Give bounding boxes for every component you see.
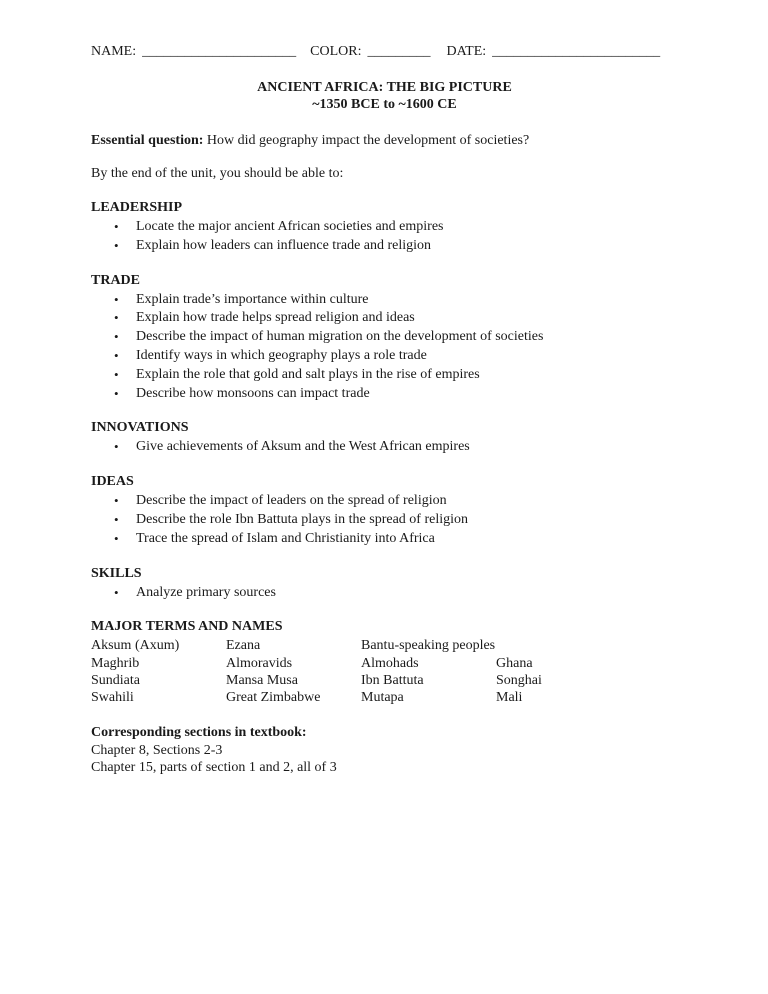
term-cell: Ghana — [496, 655, 533, 671]
term-cell: Ezana — [226, 638, 261, 654]
bullet-icon: • — [114, 530, 119, 546]
list-item — [91, 347, 691, 366]
bullet-icon: • — [114, 584, 119, 600]
textbook-title: Corresponding sections in textbook: — [91, 725, 307, 741]
list-item-text: Locate the major ancient African societies and empires — [136, 219, 444, 234]
list-item — [91, 385, 691, 404]
section-ideas — [91, 473, 691, 548]
section-title: TRADE — [91, 272, 141, 288]
term-cell: Mali — [496, 689, 523, 705]
list-item — [91, 309, 691, 328]
section-trade — [91, 272, 691, 404]
list-item — [91, 237, 691, 256]
list-item — [91, 366, 691, 385]
term-cell: Mutapa — [361, 689, 404, 705]
objective-sections — [91, 199, 691, 602]
color-label: COLOR: — [310, 44, 362, 59]
bullet-icon: • — [114, 237, 119, 253]
term-cell: Mansa Musa — [226, 672, 298, 688]
list-item-text: Trace the spread of Islam and Christianity into Africa — [136, 530, 435, 546]
list-item — [91, 584, 691, 603]
bullet-list — [91, 584, 691, 603]
section-innovations — [91, 419, 691, 457]
list-item — [91, 492, 691, 511]
list-item — [91, 530, 691, 549]
color-blank: _________ — [367, 44, 431, 59]
essential-question-text: How did geography impact the development of societies? — [206, 133, 530, 148]
bullet-icon: • — [114, 511, 119, 527]
terms-title: MAJOR TERMS AND NAMES — [91, 619, 283, 635]
list-item-text: Explain trade’s importance within culture — [136, 291, 369, 307]
list-item — [91, 291, 691, 310]
list-item-text: Describe the role Ibn Battuta plays in the spread of religion — [136, 511, 469, 527]
term-cell: Great Zimbabwe — [226, 689, 321, 705]
term-cell: Aksum (Axum) — [91, 638, 180, 654]
section-title: IDEAS — [91, 474, 134, 490]
section-skills — [91, 565, 691, 603]
list-item-text: Explain how trade helps spread religion and ideas — [136, 310, 415, 326]
bullet-icon: • — [114, 385, 119, 401]
bullet-icon: • — [114, 366, 119, 382]
textbook-sections — [91, 724, 691, 777]
bullet-list — [91, 438, 691, 457]
list-item-text: Explain how leaders can influence trade and religion — [136, 237, 432, 253]
textbook-lines — [91, 742, 691, 777]
textbook-line: Chapter 8, Sections 2-3 — [91, 742, 223, 758]
worksheet-page — [91, 44, 691, 777]
name-label: NAME: — [91, 44, 137, 59]
bullet-list — [91, 291, 691, 404]
term-cell: Ibn Battuta — [361, 672, 424, 688]
list-item-text: Analyze primary sources — [136, 584, 276, 600]
list-item-text: Give achievements of Aksum and the West African empires — [136, 439, 470, 455]
term-cell: Sundiata — [91, 672, 140, 688]
list-item — [91, 218, 691, 237]
term-cell: Almohads — [361, 655, 419, 671]
list-item-text: Describe the impact of human migration on the development of societies — [136, 329, 544, 345]
terms-section — [91, 618, 691, 706]
term-cell: Swahili — [91, 689, 134, 705]
term-cell: Maghrib — [91, 655, 140, 671]
bullet-icon: • — [114, 291, 119, 307]
list-item-text: Identify ways in which geography plays a role trade — [136, 347, 427, 363]
bullet-icon: • — [114, 329, 119, 345]
section-title: INNOVATIONS — [91, 420, 189, 436]
term-cell: Almoravids — [226, 655, 293, 671]
bullet-icon: • — [114, 493, 119, 509]
terms-grid — [91, 637, 691, 706]
term-cell: Bantu-speaking peoples — [361, 638, 496, 654]
list-item — [91, 511, 691, 530]
bullet-icon: • — [114, 310, 119, 326]
essential-question-label: Essential question: — [91, 133, 204, 148]
page-title — [91, 79, 678, 113]
list-item-text: Explain the role that gold and salt plays in the rise of empires — [136, 366, 480, 382]
title-line-2: ~1350 BCE to ~1600 CE — [312, 97, 457, 112]
student-info-line — [91, 44, 691, 64]
list-item-text: Describe the impact of leaders on the spread of religion — [136, 493, 447, 509]
bullet-list — [91, 218, 691, 256]
name-blank: ______________________ — [142, 44, 297, 59]
unit-intro: By the end of the unit, you should be able to: — [91, 166, 344, 181]
bullet-icon: • — [114, 439, 119, 455]
list-item — [91, 438, 691, 457]
date-blank: ________________________ — [492, 44, 661, 59]
title-line-1: ANCIENT AFRICA: THE BIG PICTURE — [257, 80, 512, 95]
section-title: SKILLS — [91, 565, 142, 581]
date-label: DATE: — [446, 44, 487, 59]
textbook-line: Chapter 15, parts of section 1 and 2, all of 3 — [91, 760, 337, 776]
section-title: LEADERSHIP — [91, 200, 183, 215]
list-item — [91, 328, 691, 347]
list-item-text: Describe how monsoons can impact trade — [136, 385, 370, 401]
bullet-icon: • — [114, 219, 119, 234]
term-cell: Songhai — [496, 672, 542, 688]
bullet-icon: • — [114, 347, 119, 363]
essential-question — [91, 132, 691, 150]
section-leadership — [91, 199, 691, 256]
bullet-list — [91, 492, 691, 548]
